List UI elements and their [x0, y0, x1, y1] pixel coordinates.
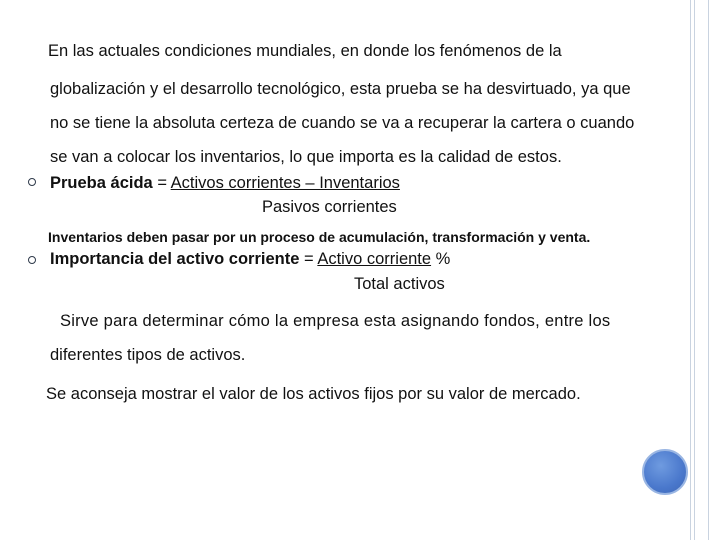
importancia-description-line: diferentes tipos de activos.: [50, 346, 246, 364]
bullet-icon: [28, 256, 36, 264]
paragraph-line: se van a colocar los inventarios, lo que importa es la calidad de estos.: [50, 148, 562, 166]
importancia-label: Importancia del activo corriente: [50, 250, 300, 268]
decorative-circle-icon: [642, 449, 688, 495]
frame-line: [708, 0, 709, 540]
equals-sign: =: [304, 250, 314, 268]
equals-sign: =: [157, 174, 167, 192]
frame-line: [690, 0, 691, 540]
prueba-acida-numerator: Activos corrientes – Inventarios: [170, 174, 400, 192]
importancia-description-line: Sirve para determinar cómo la empresa esta asignando fondos, entre los: [60, 312, 611, 330]
paragraph-line: En las actuales condiciones mundiales, en donde los fenómenos de la: [48, 42, 562, 60]
importancia-numerator: Activo corriente: [317, 250, 432, 268]
prueba-acida-denominator: Pasivos corrientes: [262, 198, 397, 216]
prueba-acida-formula: [50, 172, 400, 194]
frame-line: [694, 0, 695, 540]
prueba-acida-note: Inventarios deben pasar por un proceso de acumulación, transformación y venta.: [48, 229, 591, 245]
percent-sign: %: [435, 250, 451, 268]
prueba-acida-label: Prueba ácida: [50, 174, 153, 192]
closing-text: Se aconseja mostrar el valor de los activos fijos por su valor de mercado.: [46, 385, 581, 403]
importancia-formula: [50, 248, 450, 270]
paragraph-line: no se tiene la absoluta certeza de cuando se va a recuperar la cartera o cuando: [50, 114, 635, 132]
importancia-denominator: Total activos: [354, 275, 445, 293]
paragraph-line: globalización y el desarrollo tecnológico, esta prueba se ha desvirtuado, ya que: [50, 80, 631, 98]
bullet-icon: [28, 178, 36, 186]
